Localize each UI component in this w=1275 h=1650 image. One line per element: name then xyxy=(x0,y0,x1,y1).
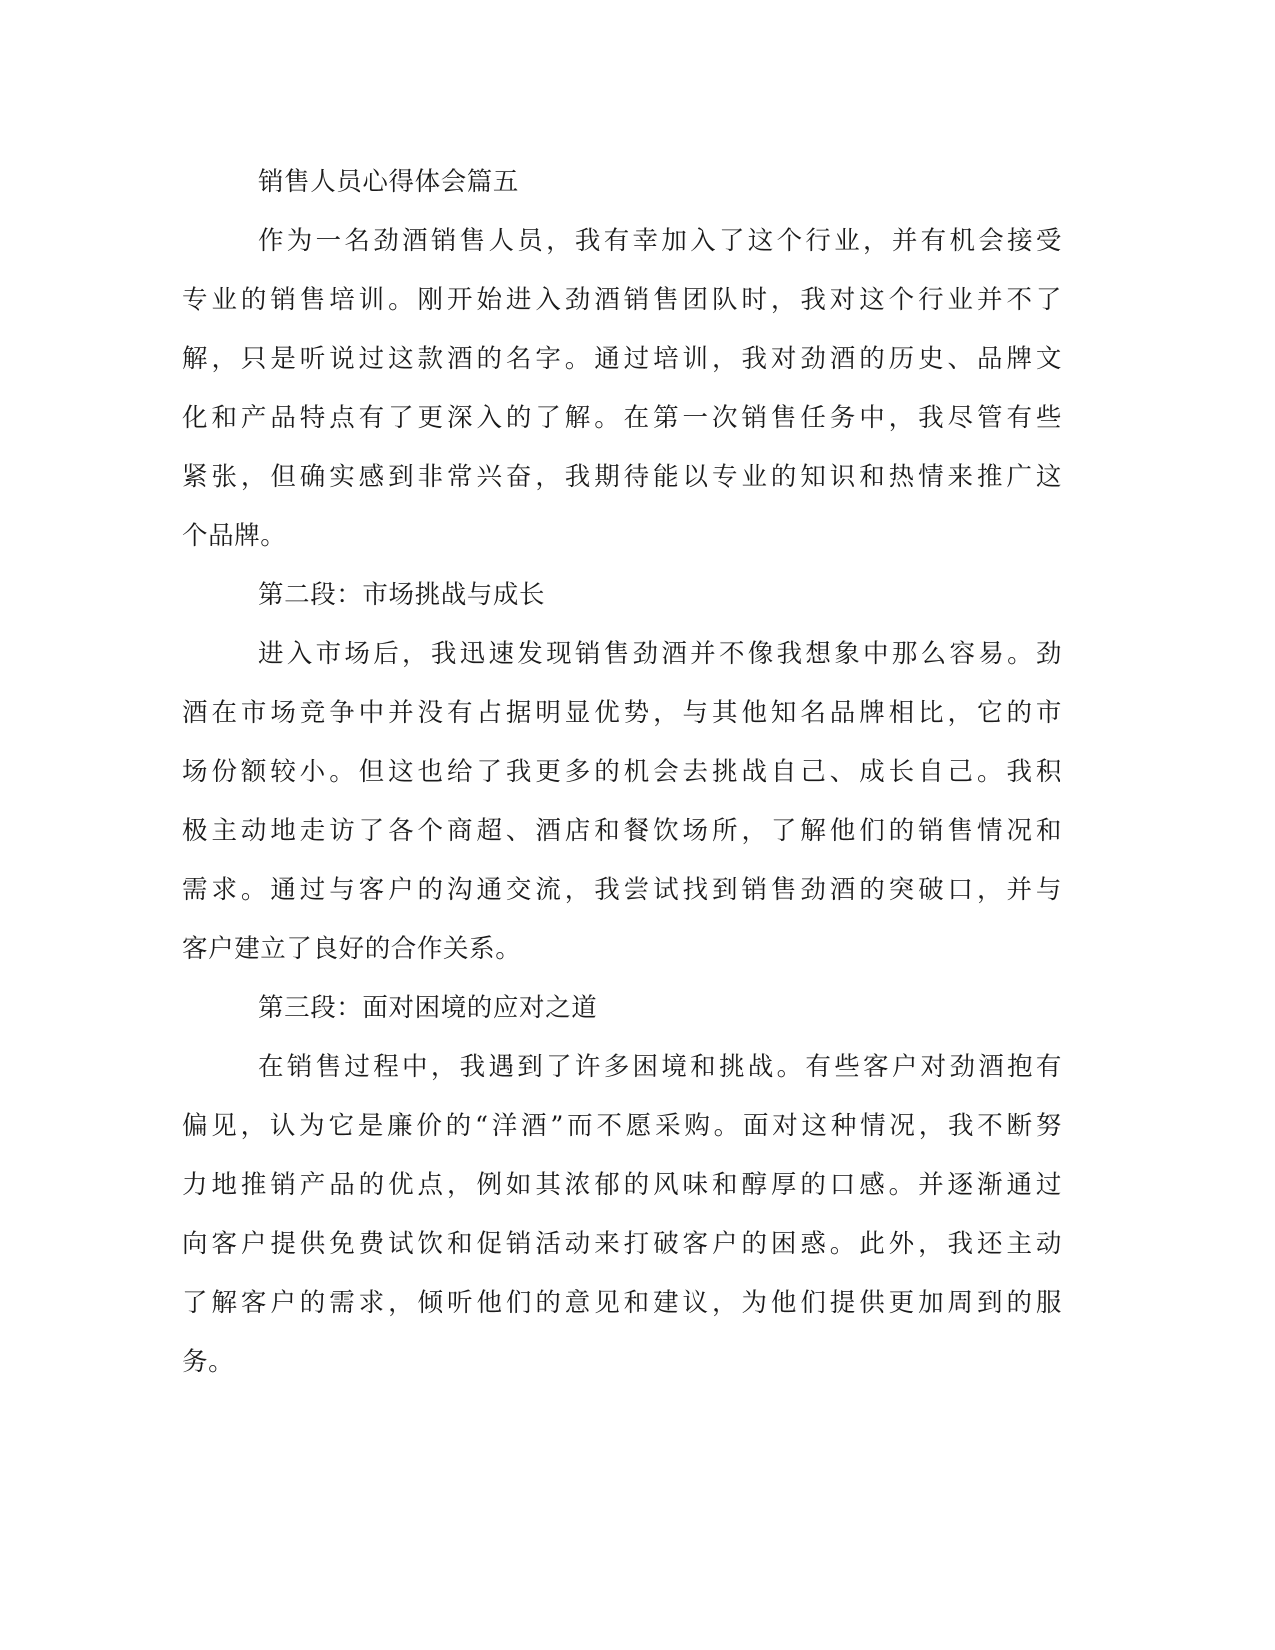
paragraph2-line: 客户建立了良好的合作关系。 xyxy=(182,934,522,964)
paragraph2-line: 需求。通过与客户的沟通交流，我尝试找到销售劲酒的突破口，并与 xyxy=(182,875,1062,905)
paragraph2-line: 场份额较小。但这也给了我更多的机会去挑战自己、成长自己。我积 xyxy=(182,757,1062,787)
paragraph1-line: 化和产品特点有了更深入的了解。在第一次销售任务中，我尽管有些 xyxy=(182,403,1062,433)
paragraph1-line: 专业的销售培训。刚开始进入劲酒销售团队时，我对这个行业并不了 xyxy=(182,285,1062,315)
paragraph3-line: 在销售过程中，我遇到了许多困境和挑战。有些客户对劲酒抱有 xyxy=(258,1052,1062,1082)
paragraph2-line: 进入市场后，我迅速发现销售劲酒并不像我想象中那么容易。劲 xyxy=(258,639,1062,669)
paragraph1-line: 解，只是听说过这款酒的名字。通过培训，我对劲酒的历史、品牌文 xyxy=(182,344,1062,374)
paragraph1-line: 紧张，但确实感到非常兴奋，我期待能以专业的知识和热情来推广这 xyxy=(182,462,1062,492)
paragraph3-line: 务。 xyxy=(182,1347,235,1377)
section2-title: 第二段：市场挑战与成长 xyxy=(258,580,546,610)
section3-title: 第三段：面对困境的应对之道 xyxy=(258,993,598,1023)
document-heading: 销售人员心得体会篇五 xyxy=(258,167,520,197)
paragraph1-line: 作为一名劲酒销售人员，我有幸加入了这个行业，并有机会接受 xyxy=(258,226,1062,256)
paragraph2-line: 极主动地走访了各个商超、酒店和餐饮场所，了解他们的销售情况和 xyxy=(182,816,1062,846)
paragraph1-line: 个品牌。 xyxy=(182,521,287,551)
paragraph3-line: 偏见，认为它是廉价的“洋酒”而不愿采购。面对这种情况，我不断努 xyxy=(182,1111,1062,1141)
paragraph3-line: 向客户提供免费试饮和促销活动来打破客户的困惑。此外，我还主动 xyxy=(182,1229,1062,1259)
paragraph3-line: 力地推销产品的优点，例如其浓郁的风味和醇厚的口感。并逐渐通过 xyxy=(182,1170,1062,1200)
paragraph2-line: 酒在市场竞争中并没有占据明显优势，与其他知名品牌相比，它的市 xyxy=(182,698,1062,728)
paragraph3-line: 了解客户的需求，倾听他们的意见和建议，为他们提供更加周到的服 xyxy=(182,1288,1062,1318)
